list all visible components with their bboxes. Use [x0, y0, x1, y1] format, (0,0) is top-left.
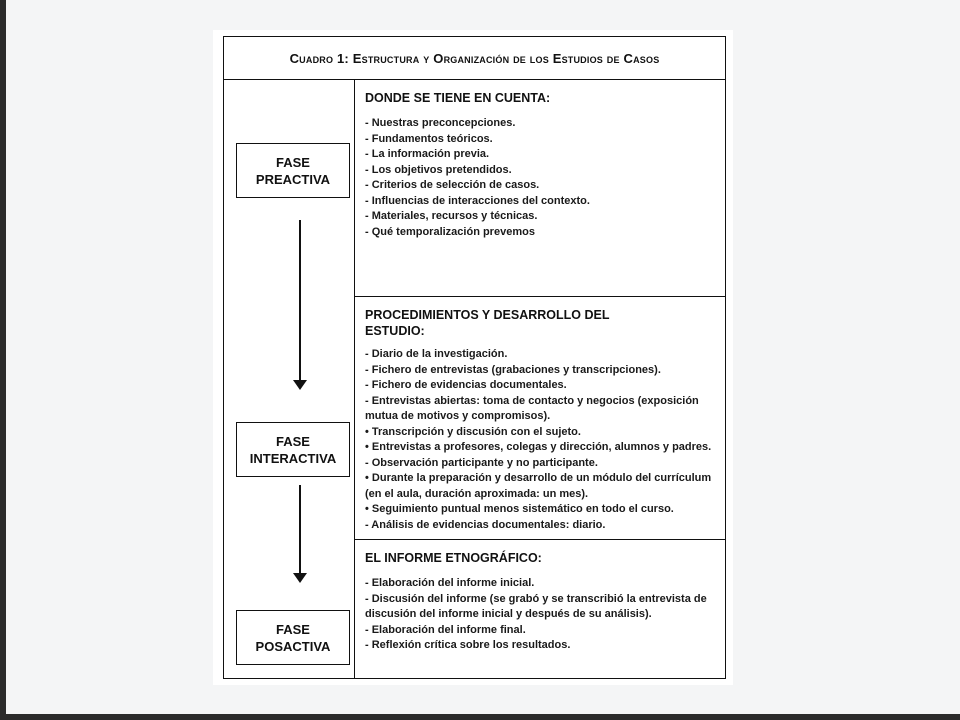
- phases-column: [224, 80, 355, 678]
- list-item: - Nuestras preconcepciones.: [365, 117, 516, 129]
- phase-label-line1: FASE: [276, 154, 310, 170]
- list-item: - Diario de la investigación.: [365, 348, 508, 360]
- section-heading: DONDE SE TIENE EN CUENTA:: [365, 91, 551, 105]
- phase-label-line2: PREACTIVA: [255, 171, 331, 187]
- list-item: - Criterios de selección de casos.: [365, 179, 540, 191]
- list-item: - Influencias de interacciones del contexto.: [365, 194, 590, 207]
- list-item: - Discusión del informe (se grabó y se transcribió la entrevista de discusión del informe inicial y después de su análisis).: [365, 592, 707, 620]
- phase-label-line2: INTERACTIVA: [249, 450, 337, 466]
- section-heading: EL INFORME ETNOGRÁFICO:: [365, 551, 542, 565]
- slide-frame-bottom: [0, 714, 960, 720]
- section-preactiva: [355, 80, 725, 297]
- list-item: - Fichero de entrevistas (grabaciones y transcripciones).: [365, 363, 661, 376]
- phase-preactiva-box: [236, 143, 350, 198]
- list-item: - Reflexión crítica sobre los resultados.: [365, 639, 571, 651]
- list-item: - Qué temporalización prevemos: [365, 225, 535, 238]
- list-item: - Fundamentos teóricos.: [365, 132, 493, 145]
- study-structure-table: [223, 36, 726, 679]
- list-item: - Elaboración del informe final.: [365, 623, 526, 636]
- list-item: - Los objetivos pretendidos.: [365, 163, 512, 176]
- phase-interactiva-box: [236, 422, 350, 477]
- slide-frame-left: [0, 0, 6, 720]
- down-arrow-icon: [293, 485, 307, 585]
- list-item: - Análisis de evidencias documentales: diario.: [365, 518, 606, 531]
- phase-label-line1: FASE: [276, 433, 310, 449]
- down-arrow-icon: [293, 220, 307, 392]
- list-item: - Fichero de evidencias documentales.: [365, 379, 567, 391]
- phase-posactiva-box: [236, 610, 350, 665]
- list-item: - Entrevistas abiertas: toma de contacto y negocios (exposición mutua de motivos y compromisos).: [365, 394, 699, 422]
- phase-label-line2: POSACTIVA: [255, 638, 331, 654]
- section-interactiva: [355, 297, 725, 540]
- list-item: • Transcripción y discusión con el sujeto.: [365, 425, 581, 438]
- phase-label-line1: FASE: [276, 621, 310, 637]
- table-title: Cuadro 1: Estructura y Organización de los Estudios de Casos: [224, 37, 725, 80]
- list-item: - Observación participante y no participante.: [365, 456, 598, 469]
- section-posactiva: [355, 540, 725, 678]
- list-item: - Materiales, recursos y técnicas.: [365, 210, 538, 222]
- list-item: - Elaboración del informe inicial.: [365, 577, 535, 589]
- list-item: • Durante la preparación y desarrollo de un módulo del currículum (en el aula, duración aproximada: un mes).: [365, 472, 712, 500]
- list-item: • Seguimiento puntual menos sistemático en todo el curso.: [365, 503, 674, 515]
- list-item: • Entrevistas a profesores, colegas y dirección, alumnos y padres.: [365, 441, 712, 453]
- list-item: - La información previa.: [365, 148, 490, 160]
- section-heading: PROCEDIMIENTOS Y DESARROLLO DEL ESTUDIO:: [365, 308, 610, 338]
